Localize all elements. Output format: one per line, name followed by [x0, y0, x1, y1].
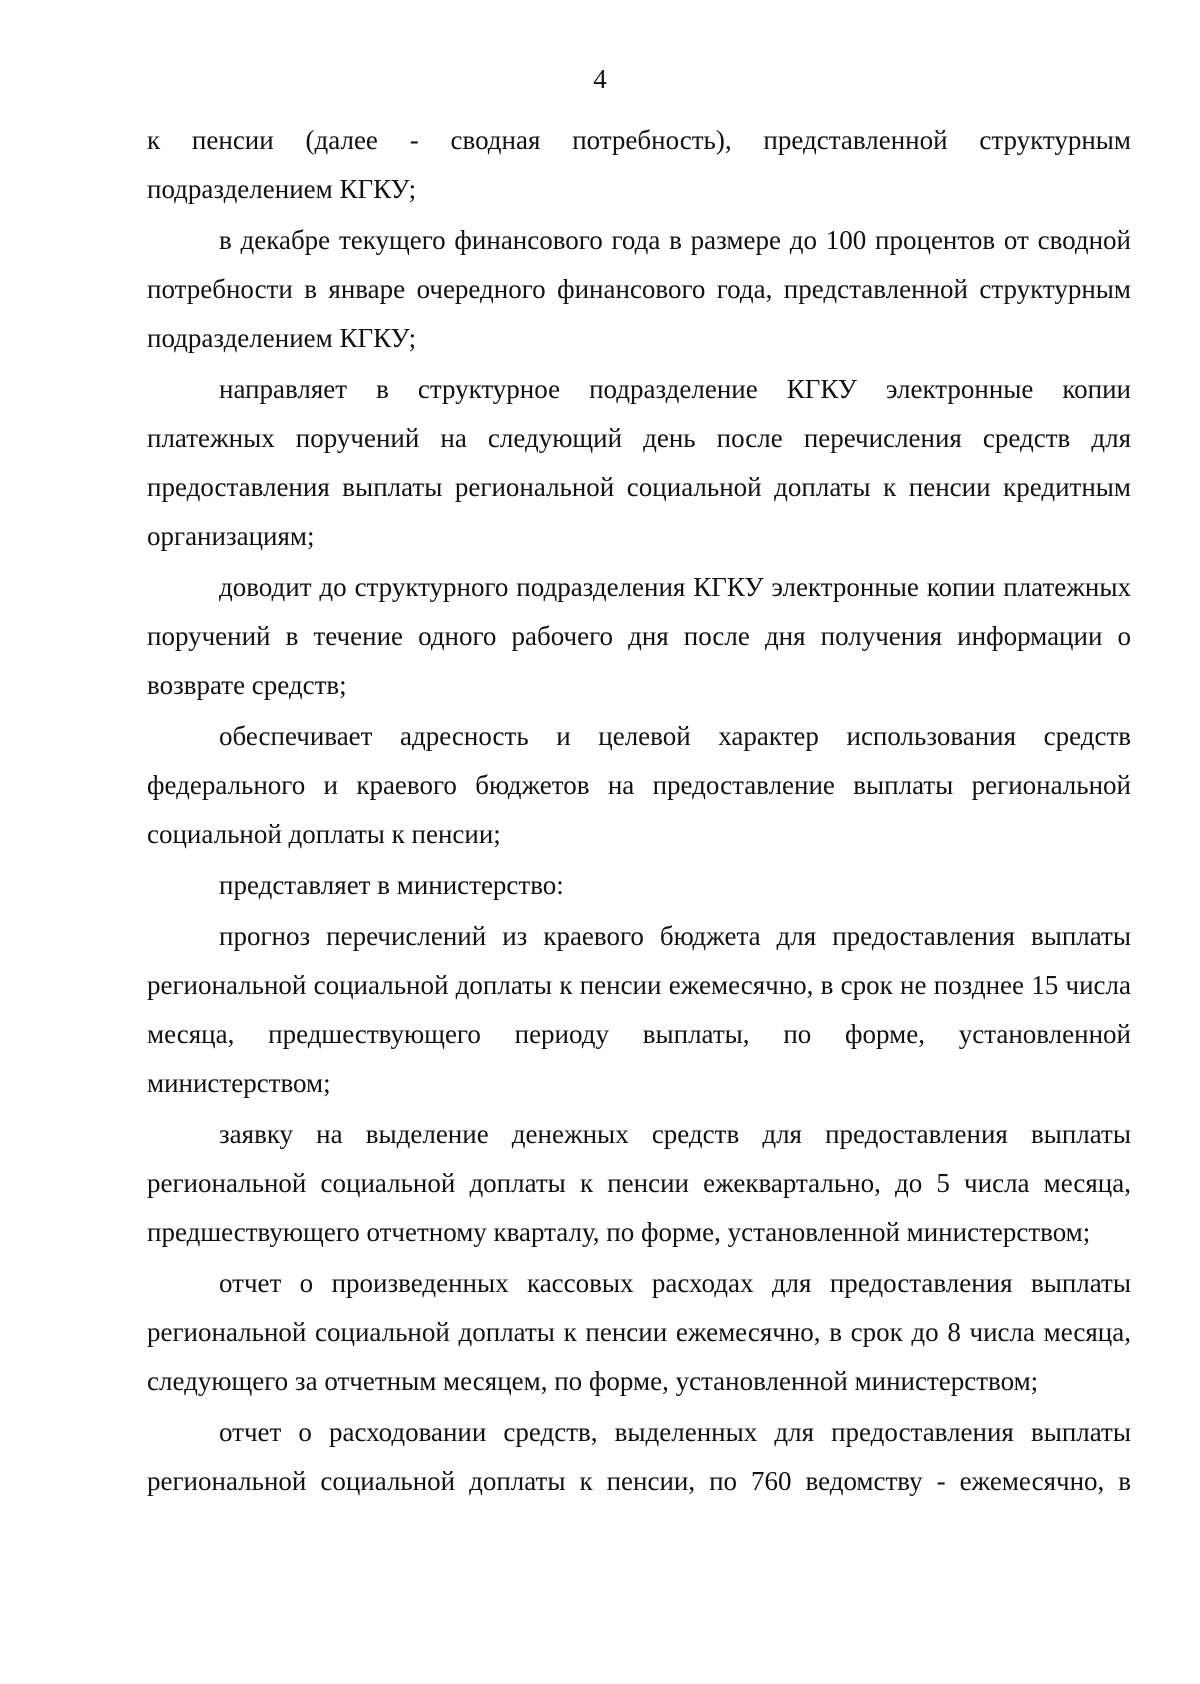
page-number: 4 [593, 64, 607, 94]
paragraph-continuation: к пенсии (далее - сводная потребность), представленной структурным подразделением КГКУ; [147, 125, 1131, 204]
document-body [147, 116, 1131, 1506]
paragraph-spending-report: отчет о расходовании средств, выделенных для предоставления выплаты региональной социальной доплаты к пенсии, по 760 ведомству - ежемесячно, в [147, 1417, 1131, 1496]
paragraph-cash-expenses-report: отчет о произведенных кассовых расходах для предоставления выплаты региональной социальной доплаты к пенсии ежемесячно, в срок до 8 числа месяца, следующего за отчетным месяцем, по форме, установленной министерством; [147, 1268, 1131, 1396]
paragraph-december-funding: в декабре текущего финансового года в размере до 100 процентов от сводной потребности в январе очередного финансового года, представленной структурным подразделением КГКУ; [147, 225, 1131, 353]
paragraph-payment-orders-copies: направляет в структурное подразделение КГКУ электронные копии платежных поручений на следующий день после перечисления средств для предоставления выплаты региональной социальной доплаты к пенсии кредитным организациям; [147, 374, 1131, 551]
paragraph-submits-to-ministry: представляет в министерство: [219, 870, 564, 900]
paragraph-forecast: прогноз перечислений из краевого бюджета для предоставления выплаты региональной социальной доплаты к пенсии ежемесячно, в срок не позднее 15 числа месяца, предшествующего периоду выплаты, по форме, установленной министерством; [147, 921, 1131, 1098]
paragraph-targeted-use: обеспечивает адресность и целевой характер использования средств федерального и краевого бюджетов на предоставление выплаты региональной социальной доплаты к пенсии; [147, 721, 1131, 849]
paragraph-funding-request: заявку на выделение денежных средств для предоставления выплаты региональной социальной доплаты к пенсии ежеквартально, до 5 числа месяца, предшествующего отчетному кварталу, по форме, установленной министерством; [147, 1119, 1131, 1247]
paragraph-return-info: доводит до структурного подразделения КГКУ электронные копии платежных поручений в течение одного рабочего дня после дня получения информации о возврате средств; [147, 572, 1131, 700]
